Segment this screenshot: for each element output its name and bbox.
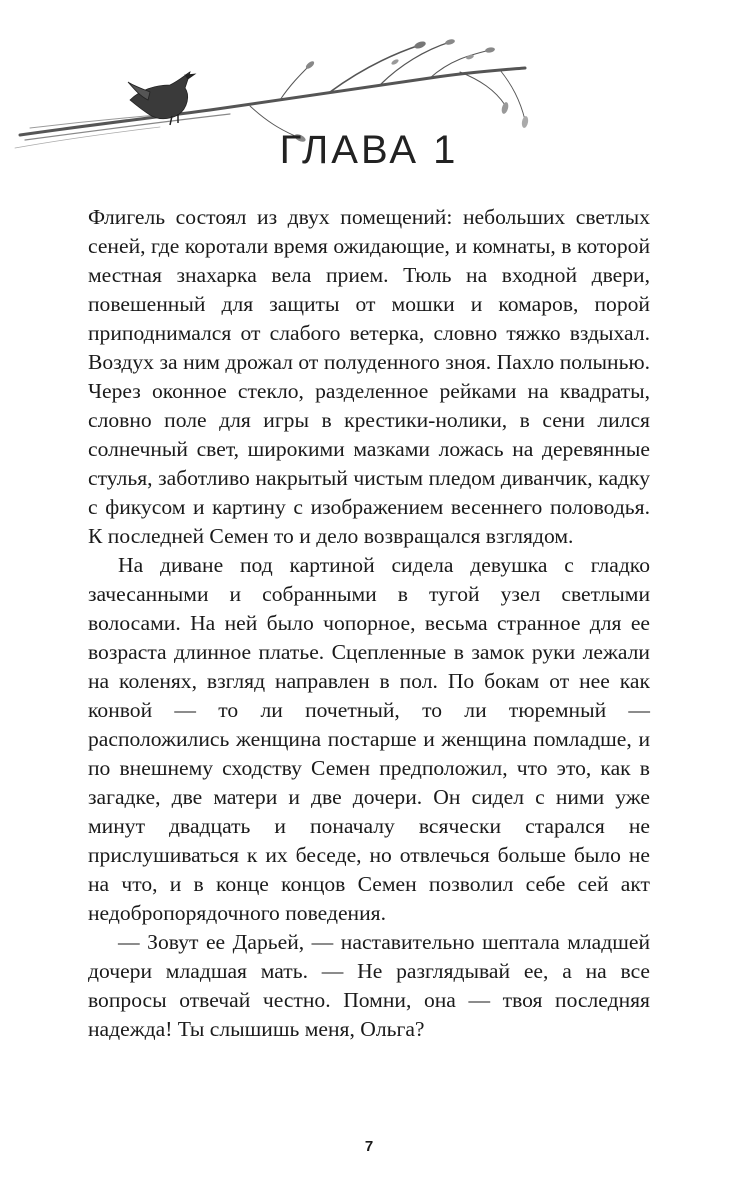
body-text (88, 203, 650, 1044)
page-number: 7 (364, 1138, 374, 1155)
paragraph: Флигель состоял из двух помещений: небольших светлых сеней, где коротали время ожидающие, и комнаты, в которой местная знахарка вела прием. Тюль на входной двери, повешенный для защиты от мошки и комаров, порой приподнимался от слабого ветерка, словно тяжко вздыхал. Воздух за ним дрожал от полуденного зноя. Пахло полынью. Через оконное стекло, разделенное рейками на квадраты, словно поле для игры в крестики-нолики, в сени лился солнечный свет, широкими мазками ложась на деревянные стулья, заботливо накрытый чистым пледом диванчик, кадку с фикусом и картину с изображением весеннего половодья. К последней Семен то и дело возвращался взглядом. (88, 205, 650, 548)
chapter-title: ГЛАВА 1 (279, 128, 459, 172)
paragraph: — Зовут ее Дарьей, — наставительно шептала младшей дочери младшая мать. — Не разглядывай ее, а на все вопросы отвечай честно. Помни, она — твоя последняя надежда! Ты слышишь меня, Ольга? (88, 930, 650, 1041)
paragraph: На диване под картиной сидела девушка с гладко зачесанными и собранными в тугой узел светлыми волосами. На ней было чопорное, весьма странное для ее возраста длинное платье. Сцепленные в замок руки лежали на коленях, взгляд направлен в пол. По бокам от нее как конвой — то ли почетный, то ли тюремный — расположились женщина постарше и женщина помладше, и по внешнему сходству Семен предположил, что это, как в загадке, две матери и две дочери. Он сидел с ними уже минут двадцать и поначалу всячески старался не прислушиваться к их беседе, но отвлечься больше было не на что, и в конце концов Семен позволил себе сей акт недобропорядочного поведения. (88, 553, 650, 925)
